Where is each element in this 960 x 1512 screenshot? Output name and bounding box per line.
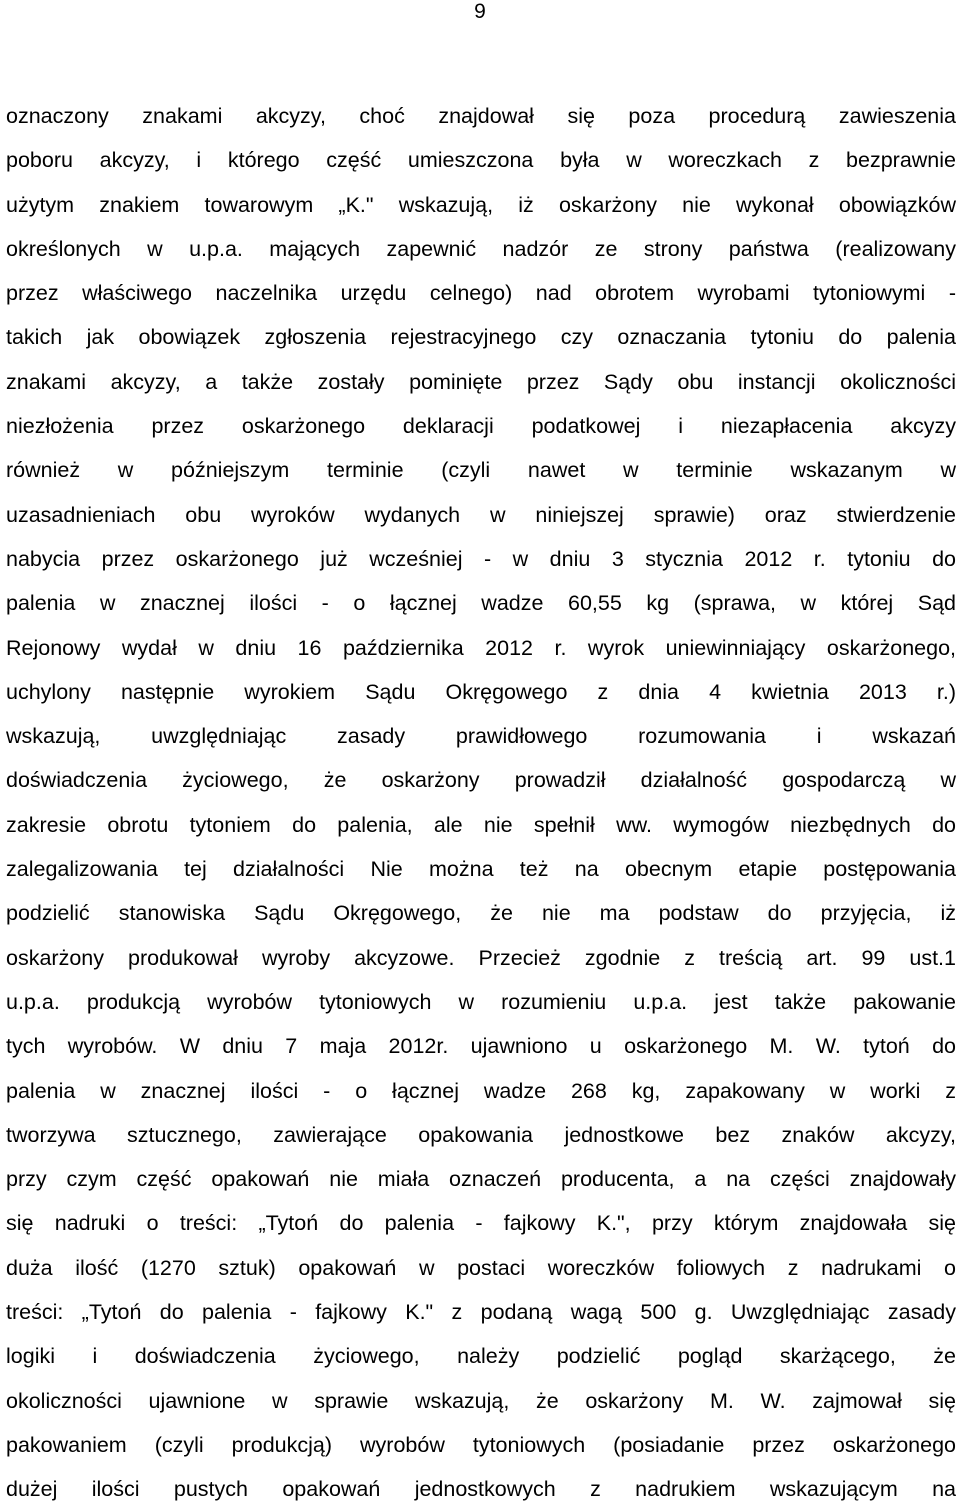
text-line: przez właściwego naczelnika urzędu celnego) nad obrotem wyrobami tytoniowymi - [6, 281, 956, 306]
text-line: treści: „Tytoń do palenia - fajkowy K." z podaną wagą 500 g. Uwzględniając zasady [6, 1300, 956, 1325]
text-line: wskazują, uwzględniając zasady prawidłowego rozumowania i wskazań [6, 724, 956, 749]
text-line: niezłożenia przez oskarżonego deklaracji podatkowej i niezapłacenia akcyzy [6, 414, 956, 439]
text-line: uchylony następnie wyrokiem Sądu Okręgowego z dnia 4 kwietnia 2013 r.) [6, 679, 956, 704]
text-line: tworzywa sztucznego, zawierające opakowania jednostkowe bez znaków akcyzy, [6, 1122, 956, 1147]
text-line: przy czym część opakowań nie miała oznaczeń producenta, a na części znajdowały [6, 1167, 956, 1192]
text-line: się nadruki o treści: „Tytoń do palenia - fajkowy K.", przy którym znajdowała się [6, 1211, 956, 1236]
text-line: okoliczności ujawnione w sprawie wskazują, że oskarżony M. W. zajmował się [6, 1388, 956, 1413]
text-line: dużej ilości pustych opakowań jednostkowych z nadrukiem wskazującym na [6, 1477, 956, 1502]
text-line: tych wyrobów. W dniu 7 maja 2012r. ujawniono u oskarżonego M. W. tytoń do [6, 1034, 956, 1059]
text-line: duża ilość (1270 sztuk) opakowań w postaci woreczków foliowych z nadrukami o [6, 1255, 956, 1280]
text-line: pakowaniem (czyli produkcją) wyrobów tytoniowych (posiadanie przez oskarżonego [6, 1432, 956, 1457]
text-line: zakresie obrotu tytoniem do palenia, ale nie spełnił ww. wymogów niezbędnych do [6, 812, 956, 837]
page-number: 9 [474, 0, 486, 23]
body-text [6, 94, 956, 1512]
text-line: również w późniejszym terminie (czyli nawet w terminie wskazanym w [6, 458, 956, 483]
text-line: doświadczenia życiowego, że oskarżony prowadził działalność gospodarczą w [6, 768, 956, 793]
text-line: Rejonowy wydał w dniu 16 października 2012 r. wyrok uniewinniający oskarżonego, [6, 635, 956, 660]
text-line: określonych w u.p.a. mających zapewnić nadzór ze strony państwa (realizowany [6, 236, 956, 261]
text-line: palenia w znacznej ilości - o łącznej wadze 268 kg, zapakowany w worki z [6, 1078, 956, 1103]
text-line: użytym znakiem towarowym „K." wskazują, iż oskarżony nie wykonał obowiązków [6, 192, 956, 217]
text-line: nabycia przez oskarżonego już wcześniej - w dniu 3 stycznia 2012 r. tytoniu do [6, 546, 956, 571]
text-line: podzielić stanowiska Sądu Okręgowego, że nie ma podstaw do przyjęcia, iż [6, 901, 956, 926]
text-line: logiki i doświadczenia życiowego, należy podzielić pogląd skarżącego, że [6, 1344, 956, 1369]
text-line: oskarżony produkował wyroby akcyzowe. Przecież zgodnie z treścią art. 99 ust.1 [6, 945, 956, 970]
text-line: takich jak obowiązek zgłoszenia rejestracyjnego czy oznaczania tytoniu do palenia [6, 325, 956, 350]
text-line: oznaczony znakami akcyzy, choć znajdował się poza procedurą zawieszenia [6, 104, 956, 128]
text-line: zalegalizowania tej działalności Nie można też na obecnym etapie postępowania [6, 857, 956, 882]
text-line: uzasadnieniach obu wyroków wydanych w niniejszej sprawie) oraz stwierdzenie [6, 502, 956, 527]
text-line: palenia w znacznej ilości - o łącznej wadze 60,55 kg (sprawa, w której Sąd [6, 591, 956, 616]
text-line: u.p.a. produkcją wyrobów tytoniowych w rozumieniu u.p.a. jest także pakowanie [6, 989, 956, 1014]
text-line: znakami akcyzy, a także zostały pominięte przez Sądy obu instancji okoliczności [6, 369, 956, 394]
text-line: poboru akcyzy, i którego część umieszczona była w woreczkach z bezprawnie [6, 148, 956, 173]
